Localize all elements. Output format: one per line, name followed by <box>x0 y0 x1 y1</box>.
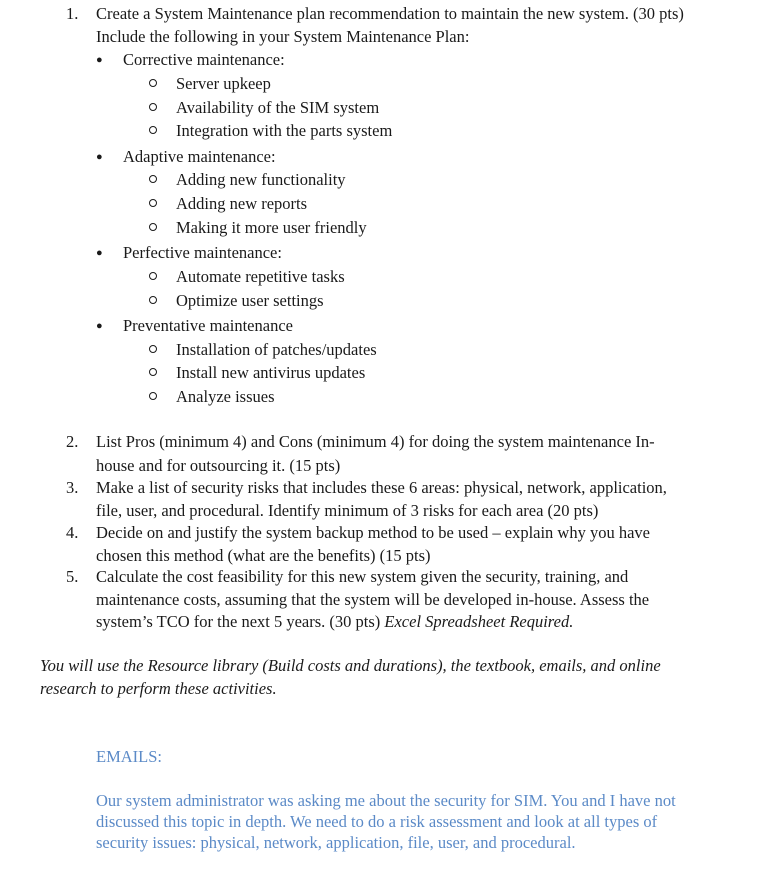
plan-category: Perfective maintenance: <box>123 243 282 262</box>
note-text: research to perform these activities. <box>40 679 277 698</box>
item-text: Calculate the cost feasibility for this new system given the security, training, and <box>96 567 629 586</box>
note-text: You will use the Resource library (Build costs and durations), the textbook, emails, and online <box>40 656 661 675</box>
email-text: security issues: physical, network, application, file, user, and procedural. <box>96 833 576 852</box>
plan-subitem: Optimize user settings <box>176 291 324 310</box>
plan-subitem: Integration with the parts system <box>176 121 393 140</box>
item-number: 4. <box>66 523 79 542</box>
email-text: discussed this topic in depth. We need to do a risk assessment and look at all types of <box>96 812 658 831</box>
item-text: maintenance costs, assuming that the system will be developed in-house. Assess the <box>96 590 650 609</box>
item-number: 1. <box>66 4 79 23</box>
item-text: file, user, and procedural. Identify minimum of 3 risks for each area (20 pts) <box>96 501 599 520</box>
item-text: Create a System Maintenance plan recommendation to maintain the new system. (30 pts) <box>96 4 684 23</box>
circle-bullet-icon <box>149 199 157 207</box>
item-text-italic: Excel Spreadsheet Required. <box>384 612 574 631</box>
emails-heading: EMAILS: <box>96 747 162 766</box>
circle-bullet-icon <box>149 126 157 134</box>
bullet-icon: ● <box>96 247 103 259</box>
plan-subitem: Adding new functionality <box>176 170 346 189</box>
item-number: 2. <box>66 432 79 451</box>
circle-bullet-icon <box>149 175 157 183</box>
item-text: chosen this method (what are the benefits) (15 pts) <box>96 546 431 565</box>
item-text-last <box>96 610 573 634</box>
item-text: List Pros (minimum 4) and Cons (minimum 4) for doing the system maintenance In- <box>96 432 655 451</box>
plan-subitem: Analyze issues <box>176 387 275 406</box>
plan-subitem: Making it more user friendly <box>176 218 367 237</box>
circle-bullet-icon <box>149 79 157 87</box>
plan-category: Preventative maintenance <box>123 316 293 335</box>
plan-category: Adaptive maintenance: <box>123 147 276 166</box>
bullet-icon: ● <box>96 320 103 332</box>
plan-category: Corrective maintenance: <box>123 50 285 69</box>
item-text: Include the following in your System Maintenance Plan: <box>96 27 470 46</box>
circle-bullet-icon <box>149 345 157 353</box>
circle-bullet-icon <box>149 368 157 376</box>
email-text: Our system administrator was asking me about the security for SIM. You and I have not <box>96 791 676 810</box>
item-text: Make a list of security risks that includes these 6 areas: physical, network, application, <box>96 478 667 497</box>
item-number: 3. <box>66 478 79 497</box>
plan-subitem: Automate repetitive tasks <box>176 267 345 286</box>
bullet-icon: ● <box>96 151 103 163</box>
plan-subitem: Availability of the SIM system <box>176 98 380 117</box>
plan-subitem: Install new antivirus updates <box>176 363 366 382</box>
item-text: house and for outsourcing it. (15 pts) <box>96 456 341 475</box>
plan-subitem: Installation of patches/updates <box>176 340 377 359</box>
circle-bullet-icon <box>149 272 157 280</box>
circle-bullet-icon <box>149 392 157 400</box>
item-text: system’s TCO for the next 5 years. (30 pts) <box>96 612 385 631</box>
circle-bullet-icon <box>149 223 157 231</box>
circle-bullet-icon <box>149 296 157 304</box>
item-number: 5. <box>66 567 79 586</box>
plan-subitem: Server upkeep <box>176 74 271 93</box>
bullet-icon: ● <box>96 54 103 66</box>
item-text: Decide on and justify the system backup method to be used – explain why you have <box>96 523 650 542</box>
plan-subitem: Adding new reports <box>176 194 308 213</box>
circle-bullet-icon <box>149 103 157 111</box>
